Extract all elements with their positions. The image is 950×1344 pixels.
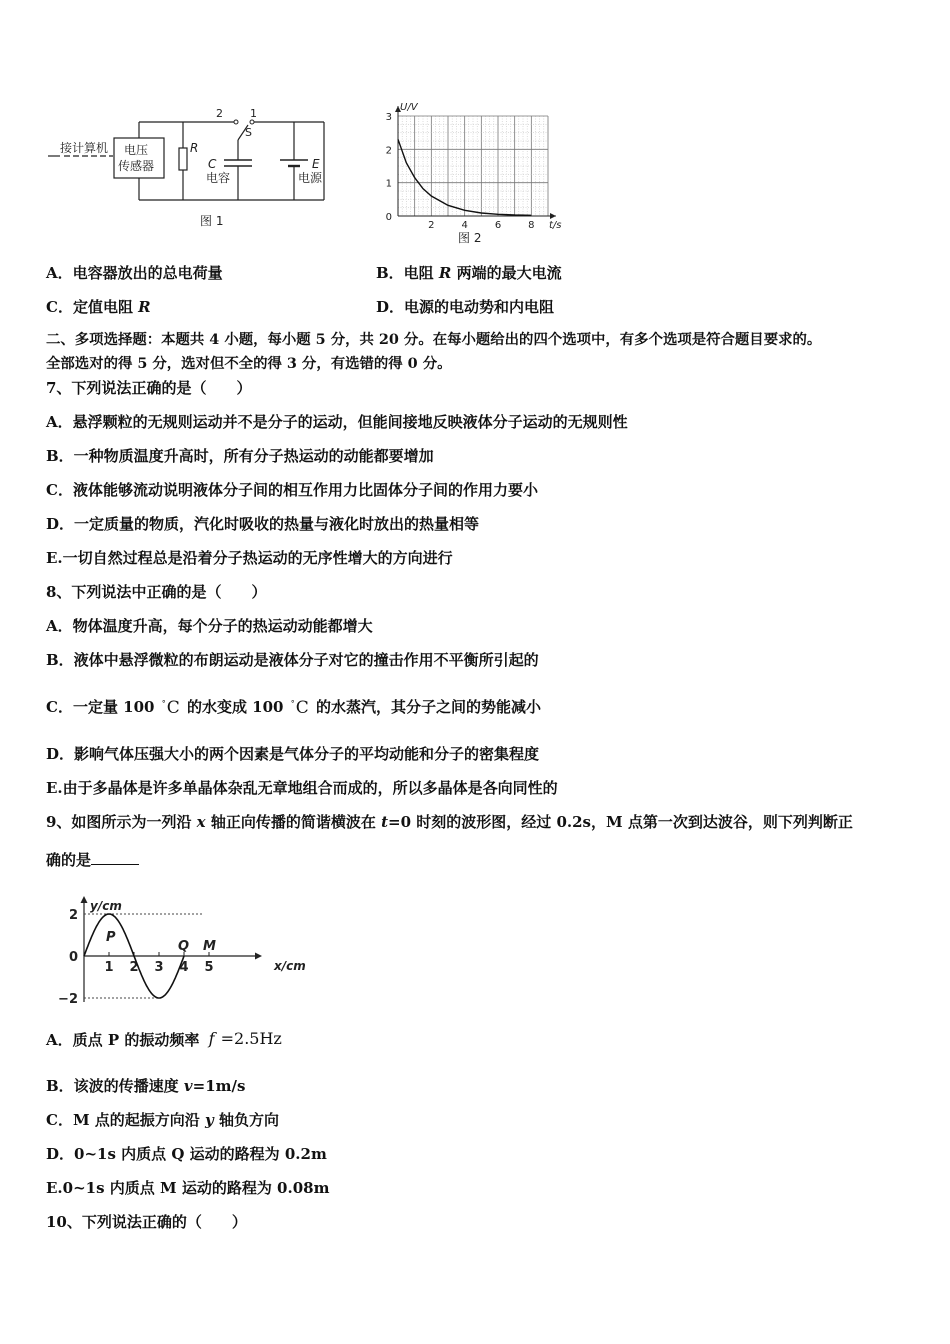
- q9-c-post: 轴负方向: [213, 1111, 279, 1129]
- q9-b-pre: B．该波的传播速度: [46, 1077, 184, 1095]
- x-tick-label: 5: [204, 960, 214, 975]
- x-tick-label: 6: [494, 220, 502, 231]
- switch-contact-2: [234, 120, 238, 124]
- capacitor-symbol: C: [208, 157, 217, 171]
- figure-2-caption: 图 2: [458, 231, 482, 245]
- degree-celsius-1-unit: C: [166, 698, 180, 718]
- switch-label: S: [245, 126, 252, 139]
- q7-option-b[interactable]: B．一种物质温度升高时，所有分子热运动的动能都要增加: [46, 447, 434, 465]
- degree-celsius-2-unit: C: [295, 698, 309, 718]
- q9-stem-x: x: [196, 813, 206, 831]
- source-label: 电源: [298, 171, 323, 185]
- q9-a-formula-val: =2.5Hz: [220, 1029, 282, 1048]
- y-tick-label: 1: [385, 178, 392, 190]
- resistor-r: [179, 148, 187, 170]
- q8-c-part3: 的水蒸汽，其分子之间的势能减小: [315, 698, 541, 716]
- x-tick-label: 8: [528, 220, 535, 231]
- x-tick-label: 3: [154, 960, 164, 975]
- q9-option-c[interactable]: [46, 1110, 279, 1130]
- y-axis-label: y/cm: [90, 899, 122, 913]
- y-tick-label: 2: [68, 908, 78, 923]
- section-2-line-2: 全部选对的得 5 分，选对但不全的得 3 分，有选错的得 0 分。: [46, 355, 452, 372]
- resistor-label: R: [190, 141, 199, 155]
- q9-stem-t: t: [381, 813, 389, 831]
- q8-option-e[interactable]: E.由于多晶体是许多单晶体杂乱无章地组合而成的，所以多晶体是各向同性的: [46, 779, 558, 797]
- y-tick-label: −2: [58, 992, 78, 1007]
- q7-option-a[interactable]: A．悬浮颗粒的无规则运动并不是分子的运动，但能间接地反映液体分子运动的无规则性: [46, 413, 628, 431]
- q6-option-d[interactable]: D．电源的电动势和内电阻: [376, 298, 555, 316]
- section-2-line-1: 二、多项选择题：本题共 4 小题，每小题 5 分，共 20 分。在每小题给出的四个选项中，有多个选项是符合题目要求的。: [46, 331, 822, 348]
- q9-stem-pre: 9、如图所示为一列沿: [46, 813, 197, 831]
- x-axis-label: t/s: [549, 220, 562, 231]
- point-m-label: M: [203, 939, 216, 954]
- x-tick-label: 2: [129, 960, 139, 975]
- computer-label: 接计算机: [60, 141, 109, 155]
- x-tick-label: 1: [104, 960, 114, 975]
- q8-option-b[interactable]: B．液体中悬浮微粒的布朗运动是液体分子对它的撞击作用不平衡所引起的: [46, 651, 539, 669]
- q9-option-a[interactable]: [46, 1030, 285, 1050]
- switch-contact-1: [250, 120, 254, 124]
- y-tick-label: 0: [385, 212, 392, 223]
- sensor-label-line1: 电压: [124, 143, 149, 157]
- source-symbol: E: [312, 157, 320, 171]
- q6-option-b-var: R: [438, 264, 452, 282]
- point-p-label: P: [106, 930, 116, 945]
- q8-option-d[interactable]: D．影响气体压强大小的两个因素是气体分子的平均动能和分子的密集程度: [46, 745, 540, 763]
- q7-option-c[interactable]: C．液体能够流动说明液体分子间的相互作用力比固体分子间的作用力要小: [46, 481, 538, 499]
- y-tick-label: 3: [385, 112, 392, 123]
- point-q-label: Q: [178, 939, 190, 954]
- q6-option-b-pre: B．电阻: [376, 264, 439, 282]
- x-tick-label: 4: [179, 960, 189, 975]
- q6-option-c-pre: C．定值电阻: [46, 298, 139, 316]
- q9-c-var: y: [205, 1111, 214, 1129]
- q9-b-var: v: [183, 1077, 193, 1095]
- sensor-label-line2: 传感器: [118, 159, 155, 173]
- q6-option-b-post: 两端的最大电流: [451, 264, 562, 282]
- q8-c-part2: 的水变成 100: [186, 698, 284, 716]
- x-tick-label: 2: [428, 220, 435, 231]
- q8-stem: 8、下列说法中正确的是（ ）: [46, 583, 267, 601]
- q7-option-d[interactable]: D．一定质量的物质，汽化时吸收的热量与液化时放出的热量相等: [46, 515, 480, 533]
- y-tick-label: 2: [385, 145, 392, 157]
- q6-option-c-var: R: [138, 298, 151, 316]
- q9-stem-post: =0 时刻的波形图，经过 0.2s，M 点第一次到达波谷，则下列判断正: [388, 813, 853, 831]
- q8-option-c[interactable]: C．一定量 100 ° C 的水变成 100 ° C 的水蒸汽，其分子之间的势能减小: [46, 698, 541, 718]
- x-tick-label: 4: [461, 220, 468, 231]
- q9-a-text: A．质点 P 的振动频率: [46, 1031, 200, 1049]
- q9-stem-line-2: [46, 850, 139, 870]
- figure-1-circuit: [40, 100, 340, 235]
- figure-1-caption: 图 1: [200, 214, 224, 228]
- q9-a-formula-var: f: [208, 1029, 215, 1048]
- q6-option-c[interactable]: [46, 296, 151, 317]
- figure-2-chart: [376, 98, 562, 248]
- y-axis-label: U/V: [400, 102, 418, 113]
- q9-option-d[interactable]: D．0~1s 内质点 Q 运动的路程为 0.2m: [46, 1145, 327, 1163]
- q7-option-e[interactable]: E.一切自然过程总是沿着分子热运动的无序性增大的方向进行: [46, 549, 453, 567]
- x-axis-arrow: [255, 953, 262, 960]
- x-axis-arrow: [550, 213, 556, 219]
- q8-c-part1: C．一定量 100: [46, 698, 155, 716]
- q8-option-a[interactable]: A．物体温度升高，每个分子的热运动动能都增大: [46, 617, 373, 635]
- node-2-label: 2: [216, 107, 223, 120]
- y-axis-arrow: [81, 896, 88, 903]
- q6-option-b[interactable]: [376, 262, 562, 283]
- q7-stem: 7、下列说法正确的是（ ）: [46, 379, 252, 397]
- q9-option-b[interactable]: [46, 1076, 245, 1096]
- node-1-label: 1: [250, 107, 257, 120]
- answer-blank[interactable]: [91, 850, 139, 865]
- q9-option-e[interactable]: E.0~1s 内质点 M 运动的路程为 0.08m: [46, 1179, 330, 1197]
- q10-stem: 10、下列说法正确的（ ）: [46, 1213, 247, 1231]
- q9-b-post: =1m/s: [192, 1077, 246, 1095]
- q9-stem-line2-text: 确的是: [46, 851, 92, 869]
- q6-option-a[interactable]: A．电容器放出的总电荷量: [46, 264, 223, 282]
- q9-stem-mid: 轴正向传播的简谐横波在: [205, 813, 382, 831]
- q9-c-pre: C．M 点的起振方向沿: [46, 1111, 205, 1129]
- q9-stem: [46, 812, 853, 832]
- y-tick-label: 0: [68, 950, 78, 965]
- q9-wave-figure: [56, 892, 306, 1007]
- x-axis-label: x/cm: [274, 959, 306, 973]
- capacitor-label: 电容: [206, 171, 231, 185]
